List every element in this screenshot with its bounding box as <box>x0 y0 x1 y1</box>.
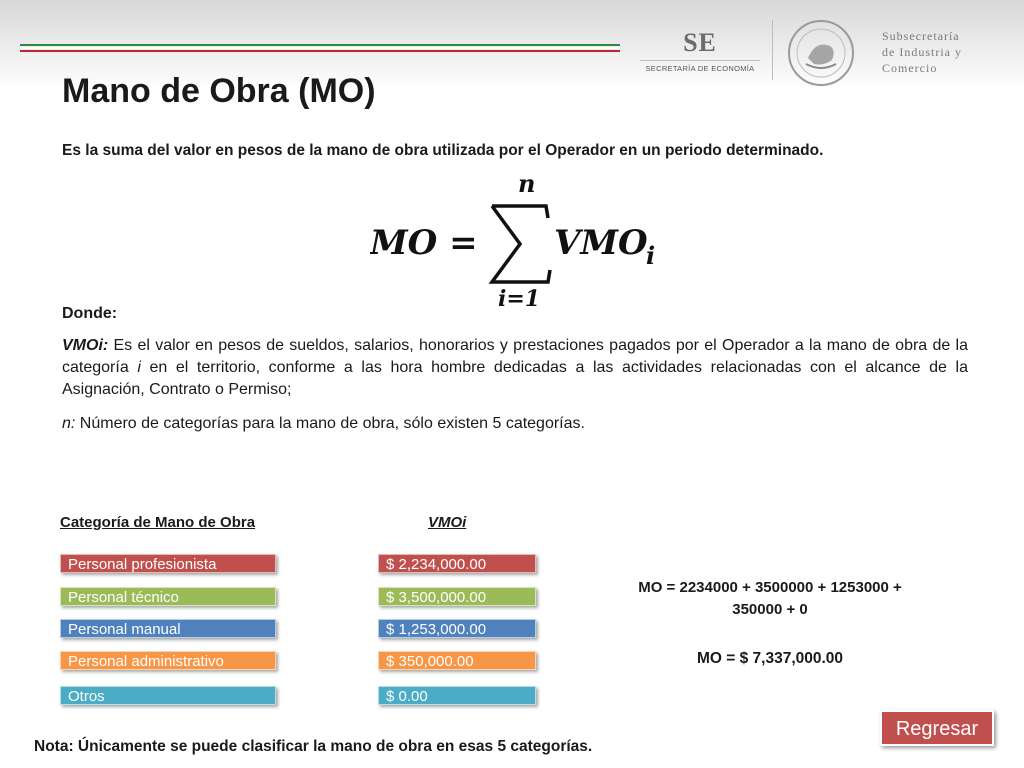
category-chip: Personal manual <box>60 619 276 638</box>
subsecretaria-line-3: Comercio <box>882 61 938 75</box>
subsecretaria-line-1: Subsecretaría <box>882 29 960 43</box>
category-chip: Otros <box>60 686 276 705</box>
formula-subscript: i <box>646 241 656 270</box>
vmoi-text-1: Es el valor en pesos de sueldos, salarios, honorarios y prestaciones pagados por el Operador a la mano de obra de la categoría <box>62 337 968 376</box>
se-logo <box>640 28 760 78</box>
subsecretaria-label <box>882 28 1012 76</box>
description: Es la suma del valor en pesos de la mano de obra utilizada por el Operador en un periodo determinado. <box>62 142 824 159</box>
donde-label: Donde: <box>62 305 118 322</box>
n-definition <box>62 415 585 433</box>
mo-expression <box>600 577 940 621</box>
vmoi-value-chip: $ 2,234,000.00 <box>378 554 536 573</box>
se-logo-text: SE <box>683 28 717 57</box>
vmoi-value-chip: $ 0.00 <box>378 686 536 705</box>
page-title: Mano de Obra (MO) <box>62 72 376 110</box>
vmoi-definition <box>62 335 968 401</box>
vmoi-i: i <box>137 359 141 376</box>
vmoi-value-chip: $ 3,500,000.00 <box>378 587 536 606</box>
mo-expression-line-2: 350000 + 0 <box>732 601 808 618</box>
n-text: Número de categorías para la mano de obra, sólo existen 5 categorías. <box>75 415 585 432</box>
vmoi-text-2: en el territorio, conforme a las hora hombre dedicadas a las actividades relacionadas con el alcance de la Asignación, Contrato o Permiso; <box>62 359 968 398</box>
subsecretaria-line-2: de Industria y <box>882 45 962 59</box>
mo-total: MO = $ 7,337,000.00 <box>696 650 844 667</box>
se-logo-subtitle: SECRETARÍA DE ECONOMÍA <box>640 60 760 73</box>
vmoi-value-chip: $ 350,000.00 <box>378 651 536 670</box>
category-header: Categoría de Mano de Obra <box>60 514 256 531</box>
category-chip: Personal técnico <box>60 587 276 606</box>
formula-lower: i=1 <box>498 286 541 312</box>
mo-expression-line-1: MO = 2234000 + 3500000 + 1253000 + <box>638 579 902 596</box>
n-term: n: <box>62 415 76 432</box>
category-chip: Personal administrativo <box>60 651 276 670</box>
formula-term: VMO <box>554 223 648 263</box>
vmoi-value-chip: $ 1,253,000.00 <box>378 619 536 638</box>
vmoi-header <box>428 514 466 531</box>
formula <box>370 172 690 312</box>
footnote: Nota: Únicamente se puede clasificar la mano de obra en esas 5 categorías. <box>34 738 593 755</box>
vmoi-header-text: VMOi <box>428 514 467 531</box>
header-divider <box>772 20 773 80</box>
back-button[interactable]: Regresar <box>880 710 994 746</box>
formula-lhs: MO = <box>370 223 478 263</box>
national-seal-icon <box>786 18 856 88</box>
sigma-icon <box>492 206 550 282</box>
formula-upper: n <box>518 172 536 198</box>
tricolor-lines <box>20 44 620 54</box>
category-chip: Personal profesionista <box>60 554 276 573</box>
vmoi-term: VMOi: <box>62 337 109 354</box>
